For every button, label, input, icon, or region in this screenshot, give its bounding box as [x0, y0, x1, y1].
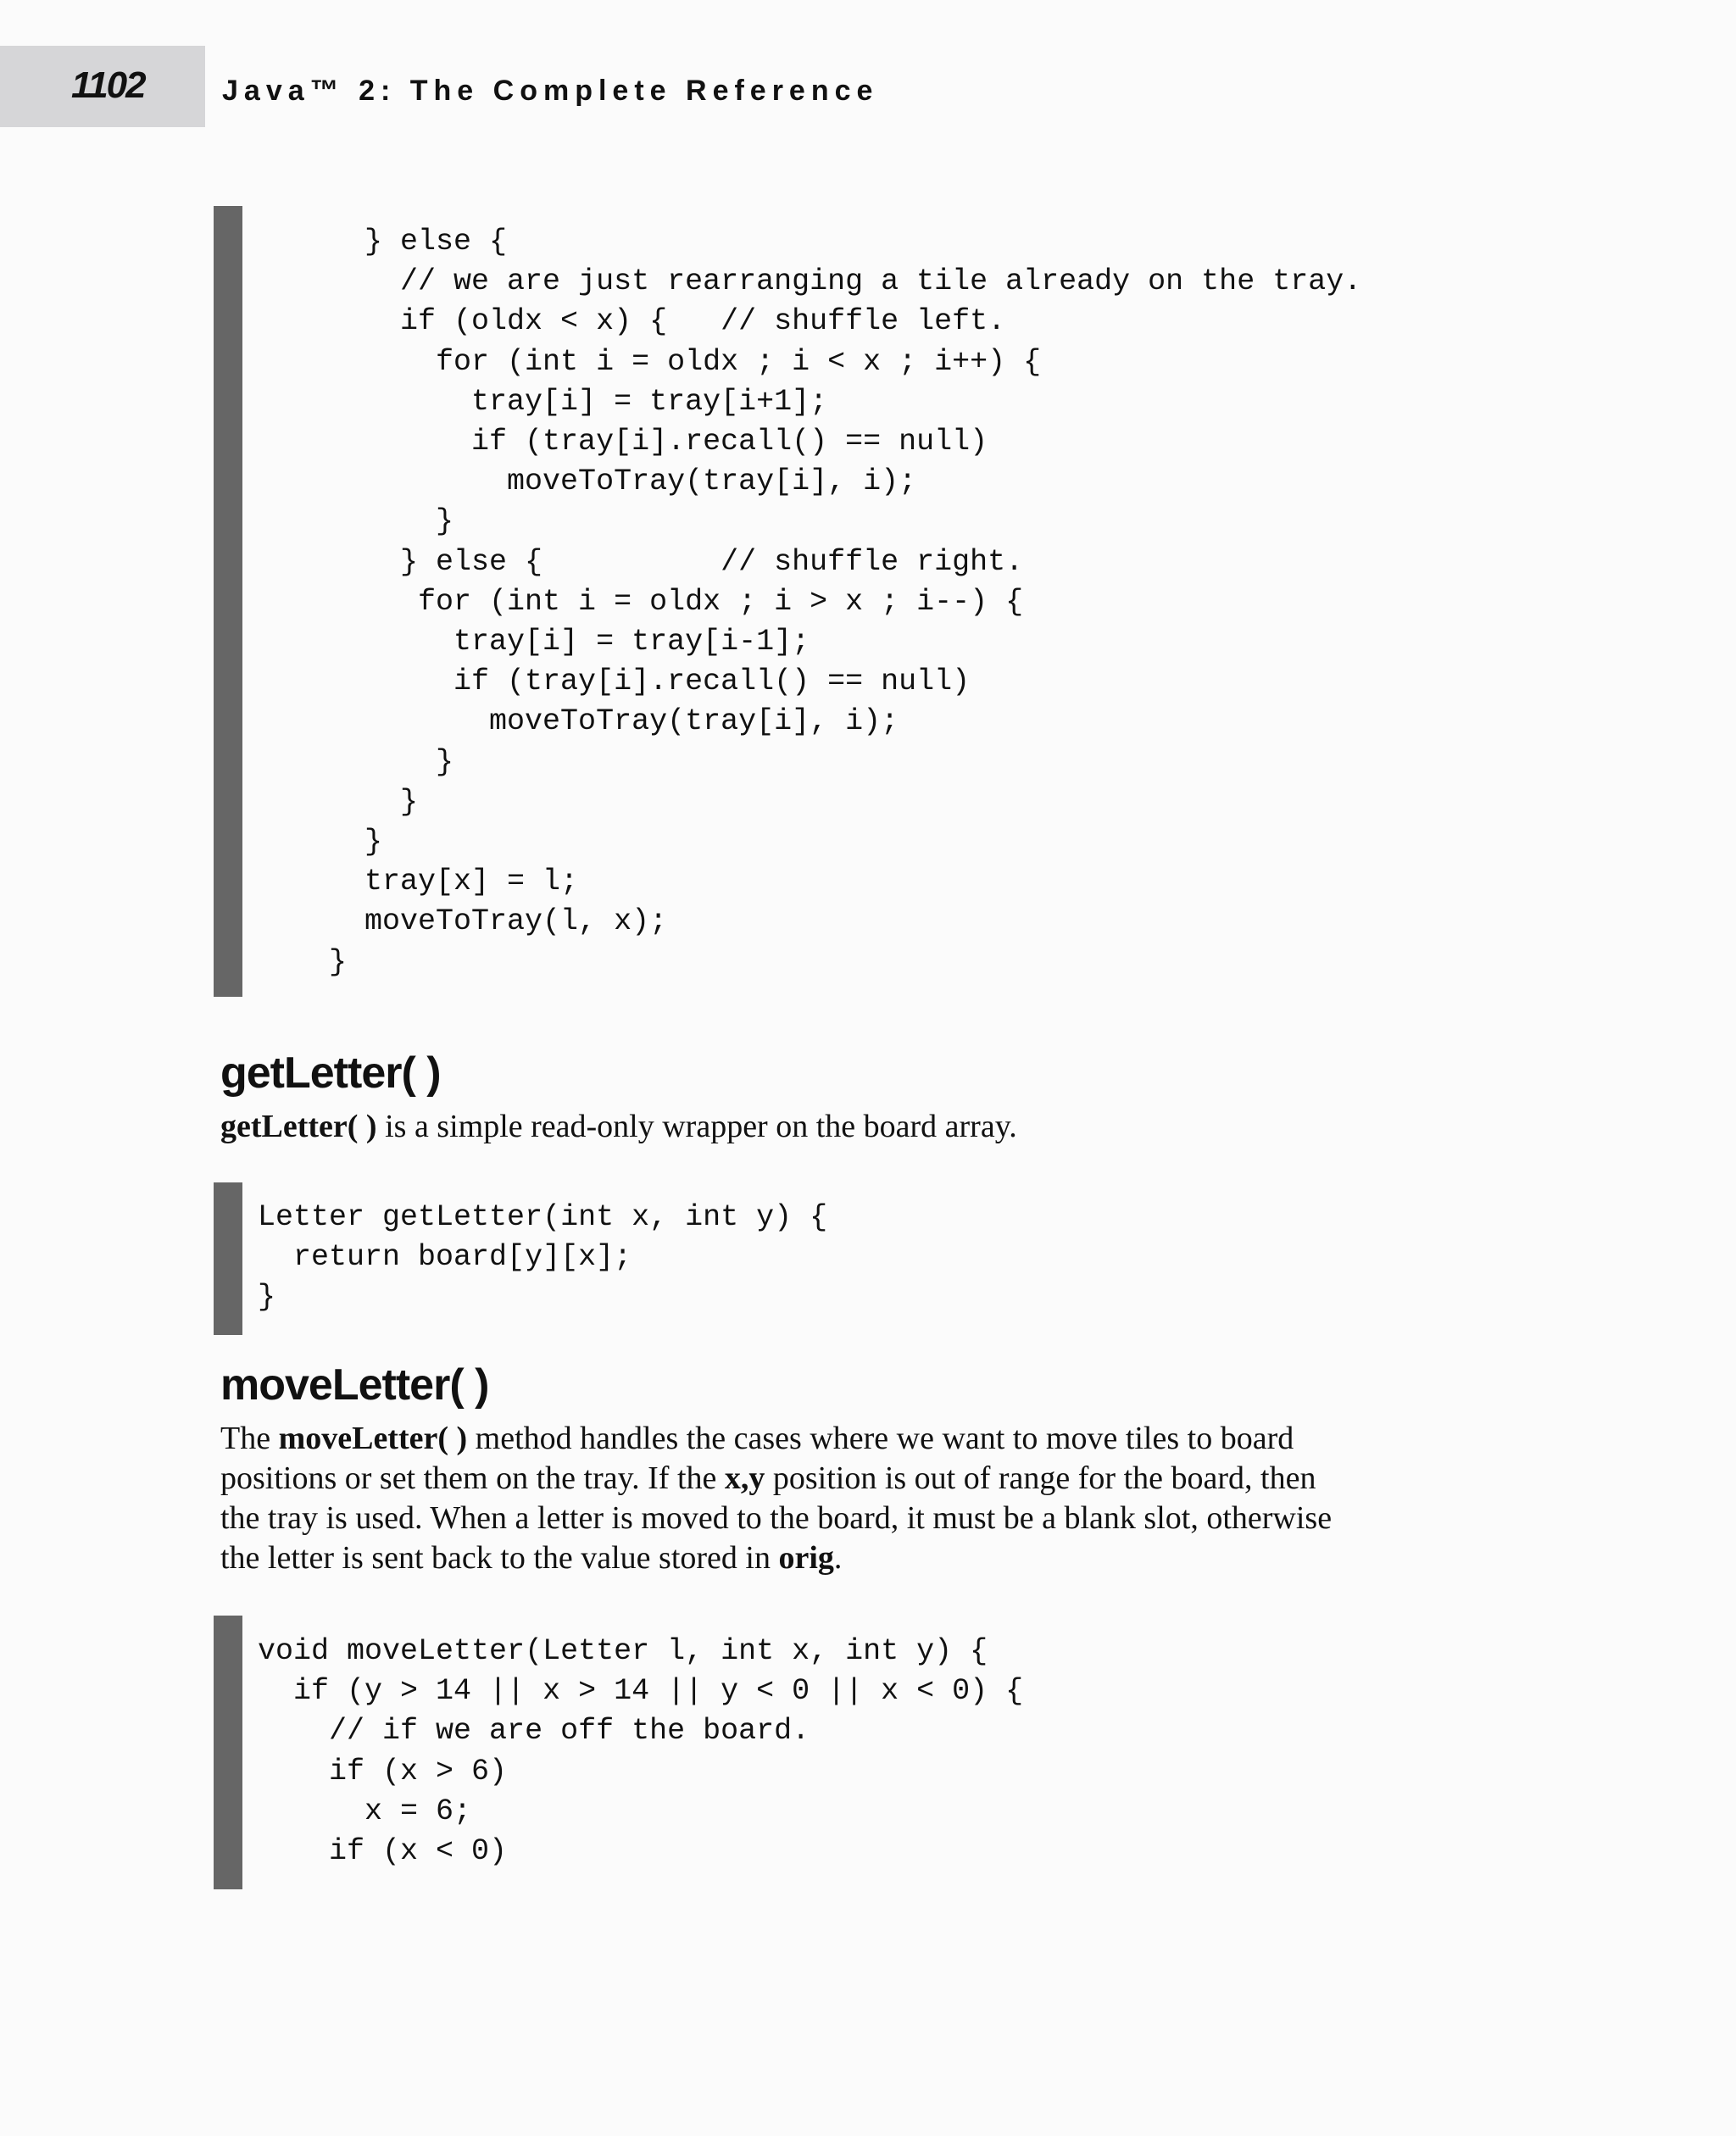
- text-span: the letter is sent back to the value stored in: [220, 1540, 779, 1576]
- text-span: method handles the cases where we want to move tiles to board: [467, 1421, 1294, 1456]
- text-span: positions or set them on the tray. If the: [220, 1460, 725, 1496]
- page-number: 1102: [71, 64, 145, 106]
- running-title: Java™ 2: The Complete Reference: [222, 75, 879, 107]
- text-span: position is out of range for the board, then: [765, 1460, 1316, 1496]
- getletter-inline-code: getLetter( ): [220, 1109, 377, 1144]
- moveletter-description-line-1: [220, 1419, 1294, 1459]
- moveletter-description-line-2: [220, 1459, 1316, 1499]
- code-block-tray-shuffle: } else { // we are just rearranging a tile already on the tray. if (oldx < x) { // shuffle left. for (int i = oldx ; i < x ; i++) { tray[i] = tray[i+1]; if (tray[i].recall() == null) moveToTray(tray[i], i); } } else { // shuffle right. for (int i = oldx ; i > x ; i--) { tray[i] = tray[i-1]; if (tray[i].recall() == null) moveToTray(tray[i], i); } } } tray[x] = l; moveToTray(l, x); }: [329, 225, 1362, 979]
- moveletter-inline-code: moveLetter( ): [278, 1421, 468, 1456]
- xy-inline-code: x,y: [724, 1460, 765, 1496]
- moveletter-description-line-3: the tray is used. When a letter is moved to the board, it must be a blank slot, otherwise: [220, 1500, 1333, 1536]
- section-heading-getletter: getLetter( ): [220, 1049, 441, 1098]
- moveletter-description-line-4: [220, 1538, 842, 1578]
- orig-inline-code: orig: [778, 1540, 834, 1576]
- code-block-moveletter: void moveLetter(Letter l, int x, int y) { if (y > 14 || x > 14 || y < 0 || x < 0) { // if we are off the board. if (x > 6) x = 6; if (x < 0): [258, 1634, 1024, 1869]
- text-span: .: [833, 1540, 843, 1576]
- getletter-description-text: is a simple read-only wrapper on the board array.: [376, 1109, 1017, 1144]
- section-heading-moveletter: moveLetter( ): [220, 1360, 489, 1410]
- text-span: The: [220, 1421, 279, 1456]
- code-block-bar: [214, 206, 242, 997]
- code-block-getletter: Letter getLetter(int x, int y) { return board[y][x]; }: [258, 1200, 828, 1315]
- getletter-description: [220, 1107, 1017, 1147]
